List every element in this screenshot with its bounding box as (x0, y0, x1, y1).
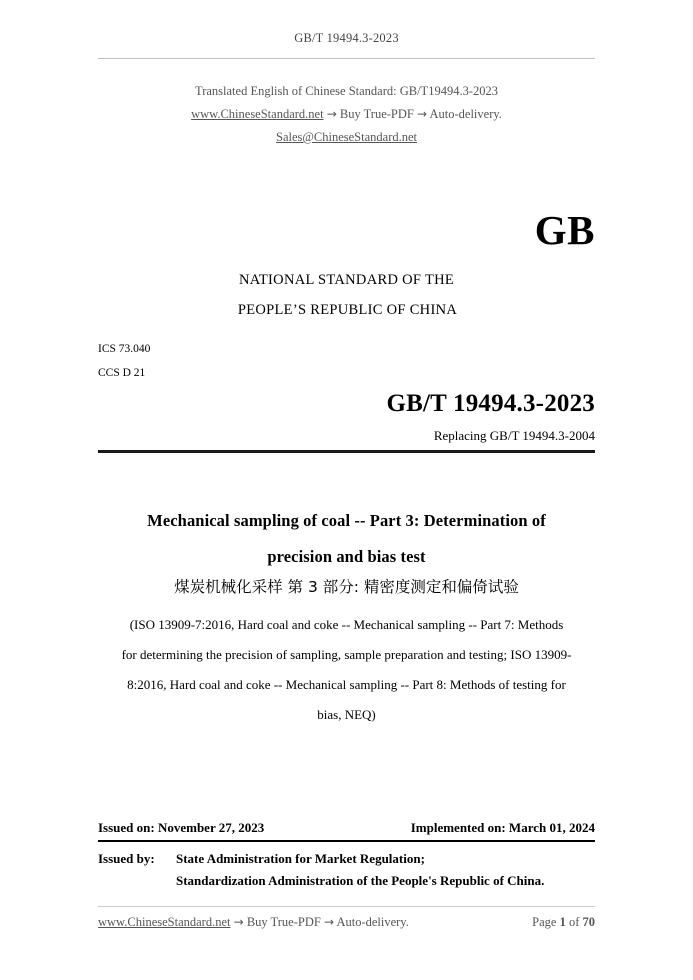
implemented-on-date: Implemented on: March 01, 2024 (410, 820, 595, 835)
arrow-right-icon-2: → (417, 107, 428, 121)
title-english-line-2: precision and bias test (267, 547, 426, 566)
national-standard-line-1: NATIONAL STANDARD OF THE (238, 272, 455, 288)
iso-note-line-3: 8:2016, Hard coal and coke -- Mechanical sampling -- Part 8: Methods of testing for (127, 677, 566, 692)
footer-arrow-right-icon-2: → (323, 915, 334, 929)
promo-link-row (98, 103, 595, 126)
footer-divider (98, 906, 595, 907)
national-standard-heading (98, 265, 595, 325)
title-divider-thick (98, 450, 595, 453)
arrow-right-icon: → (326, 107, 337, 121)
iso-equivalence-note (98, 610, 595, 730)
footer-delivery-label: Auto-delivery. (336, 915, 409, 929)
translated-notice: Translated English of Chinese Standard: GB/T19494.3-2023 (195, 84, 498, 98)
sales-email-link[interactable]: Sales@ChineseStandard.net (276, 130, 417, 144)
issued-by-block (98, 848, 595, 892)
page-indicator (532, 915, 595, 930)
issuing-org-1: State Administration for Market Regulation; (176, 851, 425, 866)
issuing-org-2: Standardization Administration of the People's Republic of China. (176, 873, 545, 888)
issuance-dates (98, 820, 595, 836)
classification-codes (98, 337, 150, 385)
page-footer (98, 915, 595, 930)
header-divider (98, 58, 595, 59)
footer-promo-row (98, 915, 409, 930)
running-header: GB/T 19494.3-2023 (294, 31, 399, 45)
ics-code: ICS 73.040 (98, 343, 151, 355)
page-number: 1 (559, 915, 566, 929)
title-chinese: 煤炭机械化采样 第 3 部分: 精密度测定和偏倚试验 (174, 578, 519, 596)
issued-by-label: Issued by: (98, 851, 155, 866)
page-content (98, 0, 595, 980)
title-english (108, 503, 585, 575)
footer-chinesestandard-link[interactable]: www.ChineseStandard.net (98, 915, 231, 929)
ccs-code: CCS D 21 (98, 367, 146, 379)
of-word: of (568, 915, 580, 929)
gb-mark: GB (534, 207, 595, 253)
page-word: Page (532, 915, 557, 929)
page-total: 70 (582, 915, 595, 929)
iso-note-line-4: bias, NEQ) (317, 707, 376, 722)
iso-note-line-2: for determining the precision of sampling, sample preparation and testing; ISO 13909- (121, 647, 572, 662)
issued-on-date: Issued on: November 27, 2023 (98, 820, 265, 835)
issuance-divider-thick (98, 840, 595, 842)
buy-true-pdf-label: Buy True-PDF (339, 107, 414, 121)
chinesestandard-link[interactable]: www.ChineseStandard.net (191, 107, 324, 121)
auto-delivery-label: Auto-delivery. (429, 107, 502, 121)
promo-block (98, 80, 595, 149)
standard-number: GB/T 19494.3-2023 (386, 390, 595, 417)
title-english-line-1: Mechanical sampling of coal -- Part 3: Determination of (147, 511, 546, 530)
national-standard-line-2: PEOPLE’S REPUBLIC OF CHINA (237, 302, 458, 318)
replacing-note: Replacing GB/T 19494.3-2004 (433, 428, 595, 443)
footer-buy-label: Buy True-PDF (246, 915, 321, 929)
sales-email-row (98, 126, 595, 149)
footer-arrow-right-icon: → (233, 915, 244, 929)
iso-note-line-1: (ISO 13909-7:2016, Hard coal and coke -- Mechanical sampling -- Part 7: Methods (129, 617, 564, 632)
